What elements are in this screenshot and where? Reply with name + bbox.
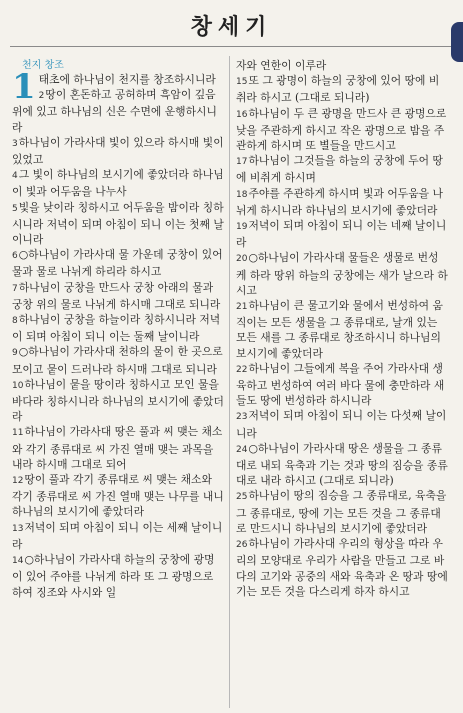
verse-number: 5 [12, 203, 18, 214]
verse-text: 그 빛이 하나님의 보시기에 좋았더라 하나님이 빛과 어두움을 나누사 [12, 168, 224, 199]
verse-number: 4 [12, 171, 18, 182]
verse-text: 땅이 혼돈하고 공허하며 흑암이 깊음 위에 있고 하나님의 신은 수면에 운행하시니라 [12, 88, 217, 134]
verse-text: 저녁이 되며 아침이 되니 이는 네째 날이니라 [236, 219, 447, 250]
verse [236, 298, 448, 361]
verse-number: 13 [12, 523, 24, 534]
verse-text: 하나님이 그것들을 하늘의 궁창에 두어 땅에 비취게 하시며 [236, 154, 443, 185]
verse-number: 21 [236, 302, 248, 313]
verse-number: 16 [236, 109, 248, 120]
verse [12, 312, 224, 344]
verse [236, 58, 448, 73]
verse [12, 424, 224, 472]
verse-number: 8 [12, 316, 18, 327]
verse-number: 12 [12, 476, 24, 487]
verse-text: 자와 연한이 이루라 [236, 59, 327, 72]
column-divider [229, 56, 230, 708]
verse-number: 11 [12, 428, 24, 439]
verse [12, 520, 224, 552]
verse-number: 20 [236, 254, 248, 265]
verse [12, 280, 224, 312]
verse [236, 361, 448, 409]
verse-text: 하나님이 두 큰 광명을 만드사 큰 광명으로 낮을 주관하게 하시고 작은 광명으로 밤을 주관하게 하시며 또 별들을 만드시고 [236, 106, 447, 153]
verse [236, 408, 448, 440]
verse-number: 19 [236, 222, 248, 233]
verse [236, 153, 448, 185]
verse-number: 26 [236, 540, 248, 551]
verse [236, 218, 448, 250]
verse [236, 441, 448, 489]
verse-number: 9 [12, 348, 18, 359]
verse [12, 344, 224, 376]
verse-text: 저녁이 되며 아침이 되니 이는 세째 날이니라 [12, 520, 223, 551]
verse-number: 6 [12, 251, 18, 262]
verse-number: 25 [236, 492, 248, 503]
verse [12, 247, 224, 279]
verse-text: 하나님이 궁창을 만드사 궁창 아래의 물과 궁창 위의 물로 나뉘게 하시매 그대로 되니라 [12, 280, 221, 311]
verse [236, 488, 448, 536]
verse-text: 하나님이 가라사대 빛이 있으라 하시매 빛이 있었고 [12, 135, 224, 167]
verse-text: 하나님이 그들에게 복을 주어 가라사대 생육하고 번성하여 여러 바다 물에 충만하라 새들도 땅에 번성하라 하시니라 [236, 361, 445, 408]
verse-number: 2 [38, 91, 45, 102]
verse [236, 186, 448, 218]
verse [236, 106, 448, 154]
verse-number: 3 [12, 138, 18, 149]
verse-text: ○하나님이 가라사대 땅은 생물을 그 종류대로 내되 육축과 기는 것과 땅의 짐승을 종류대로 내라 하시고 (그대로 되니라) [236, 441, 448, 488]
verse-text: ○하나님이 가라사대 물들은 생물로 번성케 하라 땅위 하늘의 궁창에는 새가 날으라 하시고 [236, 251, 448, 297]
verse-text: 하나님이 뭍을 땅이라 칭하시고 모인 물을 바다라 칭하시니라 하나님의 보시기에 좋았더라 [12, 377, 224, 424]
verse-text: 하나님이 땅의 짐승을 그 종류대로, 육축을 그 종류대로, 땅에 기는 모든 것을 그 종류대로 만드시니 하나님의 보시기에 좋았더라 [236, 489, 447, 535]
verse [12, 167, 224, 199]
verse-text: 하나님이 궁창을 하늘이라 칭하시니라 저녁이 되며 아침이 되니 이는 둘째 날이니라 [12, 313, 221, 344]
book-title: 창세기 [190, 14, 273, 40]
verse-1 [12, 67, 224, 107]
verse-number: 7 [12, 283, 18, 294]
verse-text: 또 그 광명이 하늘의 궁창에 있어 땅에 비취라 하시고 (그대로 되니라) [236, 74, 440, 105]
verse-number: 23 [236, 412, 248, 423]
verse-text: ○하나님이 가라사대 물 가운데 궁창이 있어 물과 물로 나뉘게 하리라 하시고 [12, 248, 223, 279]
chapter-number: 1 [12, 67, 36, 107]
verse-text: 하나님이 큰 물고기와 물에서 번성하여 움직이는 모든 생물을 그 종류대로, 날개 있는 모든 새를 그 종류대로 창조하시니 하나님의 보시기에 좋았더라 [236, 299, 443, 360]
verse-text: 저녁이 되며 아침이 되니 이는 다섯째 날이니라 [236, 409, 447, 440]
verse-text: 땅이 풀과 각기 종류대로 씨 맺는 채소와 각기 종류대로 씨 가진 열매 맺는 나무를 내니 하나님의 보시기에 좋았더라 [12, 473, 224, 519]
verse-text: 태초에 하나님이 천지를 창조하시니라 [38, 73, 216, 86]
verse-number: 15 [236, 77, 248, 88]
section-title: 천지 창조 [22, 60, 64, 71]
verse-number: 24 [236, 444, 248, 455]
verse [12, 87, 224, 135]
verse-text: ○하나님이 가라사대 천하의 물이 한 곳으로 모이고 뭍이 드러나라 하시매 그대로 되니라 [12, 345, 223, 376]
title-divider [10, 46, 453, 47]
verse-number: 14 [12, 556, 24, 567]
verse-text: 주야를 주관하게 하시며 빛과 어두움을 나뉘게 하시니라 하나님의 보시기에 좋았더라 [236, 186, 443, 217]
verse-text: 하나님이 가라사대 우리의 형상을 따라 우리의 모양대로 우리가 사람을 만들고 그로 바다의 고기와 공중의 새와 육축과 온 땅과 땅에 기는 모든 것을 다스리게 하자 하시고 [236, 537, 448, 598]
verse-number: 22 [236, 364, 248, 375]
left-column [12, 58, 224, 600]
verse-text: 하나님이 가라사대 땅은 풀과 씨 맺는 채소와 각기 종류대로 씨 가진 열매 맺는 과목을 내라 하시매 그대로 되어 [12, 425, 223, 471]
page-edge-tab [451, 22, 463, 62]
verse-text: ○하나님이 가라사대 하늘의 궁창에 광명이 있어 주야를 나뉘게 하라 또 그 광명으로 하여 징조와 사시와 일 [12, 553, 215, 599]
verse-number: 10 [12, 380, 24, 391]
verse [236, 536, 448, 599]
verse [236, 250, 448, 298]
verse-number: 18 [236, 189, 248, 200]
right-column [236, 58, 448, 599]
verse [12, 552, 224, 600]
verse [12, 135, 224, 167]
verse-number: 17 [236, 157, 248, 168]
verse-text: 빛을 낮이라 칭하시고 어두움을 밤이라 칭하시니라 저녁이 되며 아침이 되니 이는 첫째 날이니라 [12, 200, 224, 247]
verse [12, 377, 224, 425]
verse [12, 200, 224, 248]
verse [236, 73, 448, 105]
verse [12, 472, 224, 520]
